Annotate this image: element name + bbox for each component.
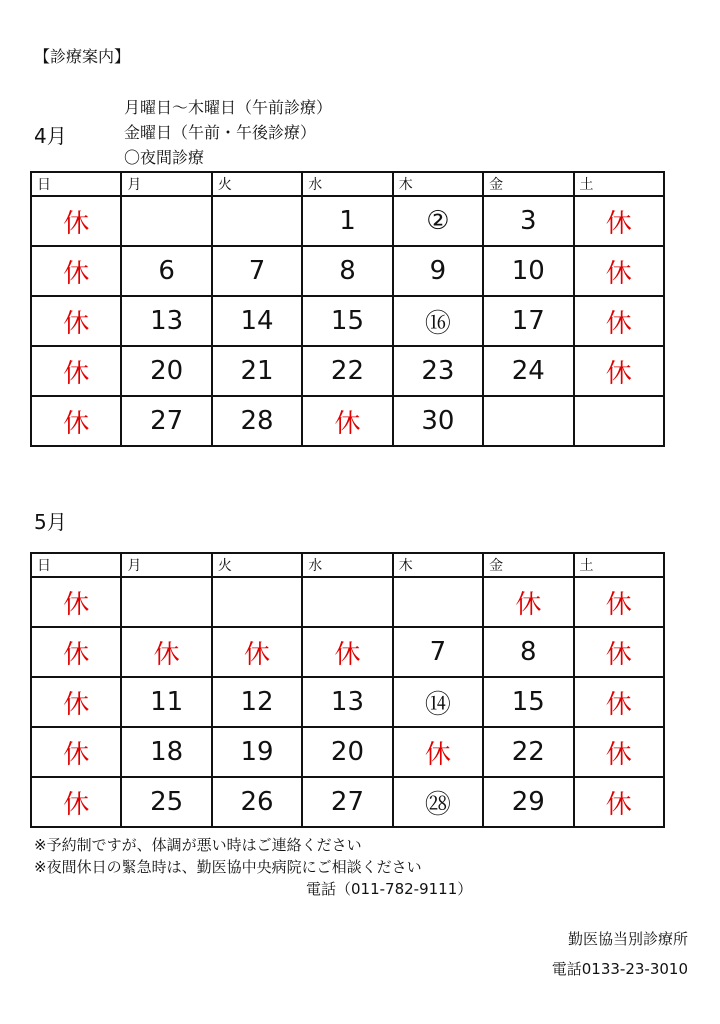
weekday-header: 日 <box>31 553 121 577</box>
weekday-header: 金 <box>483 553 573 577</box>
day-cell <box>121 196 211 246</box>
day-cell: 18 <box>121 727 211 777</box>
weekday-header: 木 <box>393 172 483 196</box>
day-cell: 8 <box>302 246 392 296</box>
day-cell: 7 <box>212 246 302 296</box>
week-row <box>31 677 664 727</box>
day-cell: 24 <box>483 346 573 396</box>
day-cell: ㉘ <box>393 777 483 827</box>
day-cell: 休 <box>31 196 121 246</box>
day-cell: 休 <box>31 727 121 777</box>
weekday-header: 木 <box>393 553 483 577</box>
legend-line: 月曜日～木曜日（午前診療） <box>124 98 333 117</box>
day-cell: 20 <box>302 727 392 777</box>
day-cell <box>483 396 573 446</box>
weekday-header: 水 <box>302 553 392 577</box>
day-cell: 休 <box>31 296 121 346</box>
day-cell: 28 <box>212 396 302 446</box>
week-row <box>31 296 664 346</box>
weekday-header: 土 <box>574 172 664 196</box>
day-cell <box>212 196 302 246</box>
day-cell: 30 <box>393 396 483 446</box>
calendar-april <box>30 171 665 447</box>
day-cell: 休 <box>31 777 121 827</box>
weekday-header: 火 <box>212 553 302 577</box>
weekday-header: 水 <box>302 172 392 196</box>
week-row <box>31 577 664 627</box>
day-cell: 15 <box>483 677 573 727</box>
note-line: ※夜間休日の緊急時は、勤医協中央病院にご相談ください <box>34 858 422 876</box>
day-cell: 15 <box>302 296 392 346</box>
day-cell: 22 <box>302 346 392 396</box>
page-heading: 【診療案内】 <box>34 47 131 66</box>
weekday-header: 日 <box>31 172 121 196</box>
day-cell: 1 <box>302 196 392 246</box>
month-label-april: 4月 <box>34 124 67 148</box>
day-cell: 休 <box>574 296 664 346</box>
clinic-phone: 電話0133-23-3010 <box>551 960 688 978</box>
legend-line: 金曜日（午前・午後診療） <box>124 123 317 142</box>
weekday-header: 月 <box>121 553 211 577</box>
weekday-header: 月 <box>121 172 211 196</box>
calendar-may <box>30 552 665 828</box>
day-cell <box>212 577 302 627</box>
clinic-name: 勤医協当別診療所 <box>567 930 688 948</box>
day-cell: 14 <box>212 296 302 346</box>
day-cell: 23 <box>393 346 483 396</box>
weekday-header-row <box>31 553 664 577</box>
weekday-header: 火 <box>212 172 302 196</box>
day-cell: 19 <box>212 727 302 777</box>
note-line: ※予約制ですが、体調が悪い時はご連絡ください <box>34 836 362 854</box>
day-cell: 休 <box>574 246 664 296</box>
week-row <box>31 727 664 777</box>
day-cell: 6 <box>121 246 211 296</box>
day-cell: 休 <box>574 627 664 677</box>
day-cell: 26 <box>212 777 302 827</box>
day-cell <box>393 577 483 627</box>
day-cell: 13 <box>121 296 211 346</box>
day-cell: 休 <box>393 727 483 777</box>
day-cell: 休 <box>302 396 392 446</box>
day-cell: 7 <box>393 627 483 677</box>
day-cell: 11 <box>121 677 211 727</box>
day-cell: 休 <box>212 627 302 677</box>
day-cell <box>302 577 392 627</box>
month-label-may: 5月 <box>34 510 67 534</box>
day-cell: 休 <box>31 396 121 446</box>
day-cell <box>574 396 664 446</box>
legend-line: 〇夜間診療 <box>124 148 205 167</box>
day-cell: 休 <box>31 246 121 296</box>
day-cell: 休 <box>574 196 664 246</box>
day-cell: 休 <box>31 346 121 396</box>
day-cell: 休 <box>574 346 664 396</box>
day-cell <box>121 577 211 627</box>
day-cell: 10 <box>483 246 573 296</box>
day-cell: 休 <box>574 577 664 627</box>
weekday-header-row <box>31 172 664 196</box>
week-row <box>31 346 664 396</box>
day-cell: 休 <box>483 577 573 627</box>
day-cell: 休 <box>574 677 664 727</box>
weekday-header: 土 <box>574 553 664 577</box>
day-cell: 12 <box>212 677 302 727</box>
day-cell: 25 <box>121 777 211 827</box>
day-cell: 休 <box>31 677 121 727</box>
notes <box>34 834 422 878</box>
day-cell: 29 <box>483 777 573 827</box>
day-cell: 休 <box>31 577 121 627</box>
day-cell: 休 <box>121 627 211 677</box>
week-row <box>31 627 664 677</box>
day-cell: 8 <box>483 627 573 677</box>
day-cell: 27 <box>121 396 211 446</box>
day-cell: 27 <box>302 777 392 827</box>
week-row <box>31 777 664 827</box>
day-cell: 9 <box>393 246 483 296</box>
day-cell: ⑭ <box>393 677 483 727</box>
day-cell: 休 <box>574 727 664 777</box>
emergency-phone: 電話（011-782-9111） <box>306 880 473 898</box>
day-cell: 17 <box>483 296 573 346</box>
day-cell: 3 <box>483 196 573 246</box>
week-row <box>31 396 664 446</box>
day-cell: 休 <box>302 627 392 677</box>
day-cell: 22 <box>483 727 573 777</box>
day-cell: 20 <box>121 346 211 396</box>
week-row <box>31 196 664 246</box>
day-cell: 21 <box>212 346 302 396</box>
hours-legend <box>124 95 332 170</box>
week-row <box>31 246 664 296</box>
day-cell: 休 <box>31 627 121 677</box>
day-cell: ⑯ <box>393 296 483 346</box>
day-cell: ② <box>393 196 483 246</box>
day-cell: 休 <box>574 777 664 827</box>
day-cell: 13 <box>302 677 392 727</box>
weekday-header: 金 <box>483 172 573 196</box>
